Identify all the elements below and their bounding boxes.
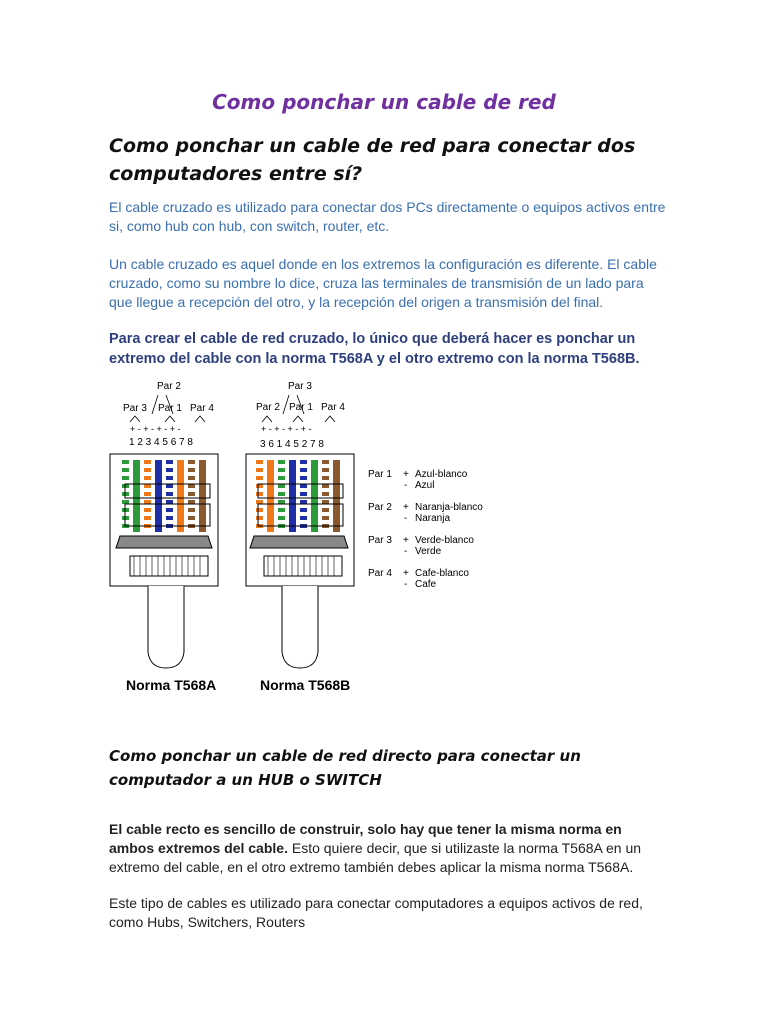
legend-minus-color: Cafe <box>415 579 437 590</box>
wire-green <box>133 460 140 532</box>
wire-stripe <box>144 492 151 496</box>
wire-stripe <box>322 492 329 496</box>
paragraph-straight-cable <box>109 820 669 877</box>
paragraph-crossover-instructions: Para crear el cable de red cruzado, lo único que deberá hacer es ponchar un extremo del cable con la norma T568A y el otro extremo con la norma T568B. <box>109 331 640 367</box>
wire-stripe <box>122 500 129 504</box>
paragraph-crossover-use: El cable cruzado es utilizado para conectar dos PCs directamente o equipos activos entre si, como hub con hub, con switch, router, etc. <box>109 199 666 234</box>
wire-stripe <box>300 508 307 512</box>
legend-par-label: Par 4 <box>368 568 392 579</box>
par-top-label: Par 2 <box>157 381 181 392</box>
connector-caption: Norma T568B <box>260 677 351 693</box>
wire-stripe <box>144 516 151 520</box>
legend-minus-sign: - <box>404 546 408 557</box>
straight-cable-emphasis: El cable recto es sencillo de construir, solo hay que tener la misma norma en ambos extremos del cable. <box>109 821 622 856</box>
par-label-left: Par 2 <box>256 402 280 413</box>
wire-stripe <box>278 492 285 496</box>
wire-stripe <box>144 460 151 464</box>
legend-par-label: Par 2 <box>368 502 392 513</box>
legend-minus-sign: - <box>404 480 408 491</box>
wire-stripe <box>256 484 263 488</box>
paragraph-straight-use: Este tipo de cables es utilizado para conectar computadores a equipos activos de red, como Hubs, Switchers, Routers <box>109 895 643 930</box>
wire-stripe <box>166 468 173 472</box>
wire-stripe <box>322 460 329 464</box>
wire-stripe <box>300 476 307 480</box>
par-label-mid: Par 1 <box>289 402 313 413</box>
legend-par-label: Par 3 <box>368 535 392 546</box>
legend-plus-sign: + <box>403 568 409 579</box>
document-title: Como ponchar un cable de red <box>212 90 556 114</box>
wire-stripe <box>144 468 151 472</box>
wire-blue <box>155 460 162 532</box>
rj45-wiring-diagram <box>100 372 520 702</box>
paragraph-crossover-definition: Un cable cruzado es aquel donde en los extremos la configuración es diferente. El cable cruzado, como su nombre lo dice, cruza las terminales de transmisión de un lado para que llegue a recepción del otro, y la recepción del origen a transmisión del final. <box>109 256 657 310</box>
wire-stripe <box>144 476 151 480</box>
wire-stripe <box>256 460 263 464</box>
wire-brown <box>199 460 206 532</box>
wire-brown <box>333 460 340 532</box>
legend-plus-sign: + <box>403 469 409 480</box>
pin-numbers: 3 6 1 4 5 2 7 8 <box>260 439 324 450</box>
wire-stripe <box>188 500 195 504</box>
wire-stripe <box>166 516 173 520</box>
wire-stripe <box>322 500 329 504</box>
par-label-right: Par 4 <box>190 403 214 414</box>
wire-stripe <box>188 484 195 488</box>
wire-stripe <box>166 500 173 504</box>
wire-stripe <box>256 492 263 496</box>
wire-stripe <box>322 468 329 472</box>
wire-stripe <box>144 484 151 488</box>
legend-plus-color: Cafe-blanco <box>415 568 469 579</box>
wire-stripe <box>278 476 285 480</box>
par-top-label: Par 3 <box>288 381 312 392</box>
wire-stripe <box>256 516 263 520</box>
wire-stripe <box>322 516 329 520</box>
wire-stripe <box>300 468 307 472</box>
wire-stripe <box>256 476 263 480</box>
legend-plus-color: Naranja-blanco <box>415 502 483 513</box>
wire-stripe <box>144 500 151 504</box>
legend-minus-color: Verde <box>415 546 442 557</box>
wire-orange <box>267 460 274 532</box>
par-label-right: Par 4 <box>321 402 345 413</box>
polarity-signs: + - + - + - + - <box>130 424 181 434</box>
wire-stripe <box>188 460 195 464</box>
wire-stripe <box>256 508 263 512</box>
wire-stripe <box>278 516 285 520</box>
wire-stripe <box>256 500 263 504</box>
legend-par-label: Par 1 <box>368 469 392 480</box>
wire-stripe <box>122 460 129 464</box>
heading-crossover: Como ponchar un cable de red para conectar dos computadores entre sí? <box>109 135 636 185</box>
wire-stripe <box>166 476 173 480</box>
wire-stripe <box>322 476 329 480</box>
wire-stripe <box>322 508 329 512</box>
wire-stripe <box>278 468 285 472</box>
wire-stripe <box>278 484 285 488</box>
wire-stripe <box>300 484 307 488</box>
wire-stripe <box>122 476 129 480</box>
wire-stripe <box>188 516 195 520</box>
wire-stripe <box>166 508 173 512</box>
connector-t568b <box>246 381 354 693</box>
wire-stripe <box>300 500 307 504</box>
connector-caption: Norma T568A <box>126 677 217 693</box>
wire-stripe <box>300 460 307 464</box>
par-label-mid: Par 1 <box>158 403 182 414</box>
straight-cable-detail: Esto quiere decir, que si utilizaste la norma T568A en un extremo del cable, en el otro extremo también debes aplicar la misma norma T568A. <box>109 840 642 875</box>
wire-stripe <box>122 468 129 472</box>
wire-stripe <box>188 508 195 512</box>
wire-stripe <box>300 516 307 520</box>
legend-minus-sign: - <box>404 579 408 590</box>
legend-plus-color: Verde-blanco <box>415 535 474 546</box>
wire-stripe <box>188 492 195 496</box>
wire-stripe <box>188 476 195 480</box>
wire-stripe <box>278 500 285 504</box>
legend-minus-color: Azul <box>415 480 435 491</box>
connector-t568a <box>110 381 218 693</box>
legend-minus-color: Naranja <box>415 513 451 524</box>
heading-straight: Como ponchar un cable de red directo para conectar un computador a un HUB o SWITCH <box>109 747 581 789</box>
legend-plus-sign: + <box>403 535 409 546</box>
wire-stripe <box>322 484 329 488</box>
wire-stripe <box>278 508 285 512</box>
wire-stripe <box>256 468 263 472</box>
polarity-signs: + - + - + - + - <box>261 424 312 434</box>
wire-stripe <box>300 492 307 496</box>
wire-orange <box>177 460 184 532</box>
wire-stripe <box>166 484 173 488</box>
pair-color-legend <box>368 469 483 590</box>
wire-stripe <box>166 460 173 464</box>
wire-stripe <box>188 468 195 472</box>
wire-stripe <box>144 508 151 512</box>
wire-green <box>311 460 318 532</box>
par-label-left: Par 3 <box>123 403 147 414</box>
legend-minus-sign: - <box>404 513 408 524</box>
wire-stripe <box>278 460 285 464</box>
wire-stripe <box>166 492 173 496</box>
wire-blue <box>289 460 296 532</box>
legend-plus-color: Azul-blanco <box>415 469 468 480</box>
pin-numbers: 1 2 3 4 5 6 7 8 <box>129 437 193 448</box>
legend-plus-sign: + <box>403 502 409 513</box>
